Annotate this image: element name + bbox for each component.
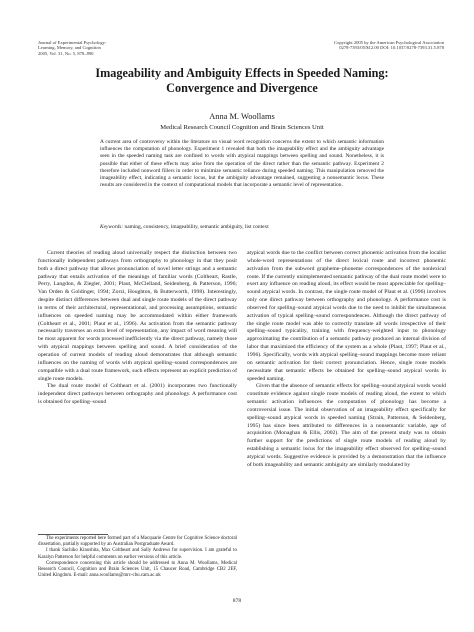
page-number: 878 [232,598,242,604]
body-paragraph: atypical words due to the conflict between correct phonemic activation from the localist whole-word representations of the direct lexical route and incorrect phonemic activation from the subword grapheme–phoneme correspondences of the nonlexical route. If the currently unimplemented semantic pathway of the dual route model were to exert any influence on reading aloud, its effect would be most appreciable for spelling–sound atypical words. In contrast, the single route model of Plaut et al. (1996) involves only one direct pathway between orthography and phonology. A performance cost is observed for spelling–sound atypical words due to the need to inhibit the simultaneous activation of typical spelling–sound correspondences. Although the direct pathway of the single route model was able to correctly translate all words irrespective of their spelling–sound typicality, training with frequency-weighted input to phonology approximating the contribution of a semantic pathway produced an internal division of labor that maximized the efficiency of the system as a whole (Plaut, 1997; Plaut et al., 1996). Specifically, words with atypical spelling–sound mappings become more reliant on semantic activation for their correct pronunciation. Hence, single route models necessitate that semantic effects be obtained for spelling–sound atypical words in speeded naming. [247,250,446,382]
journal-volume-line: 2005, Vol. 31, No. 5, 878–890 [38,50,94,56]
keywords [100,224,390,231]
footnote-divider [38,534,108,535]
footnote-paragraph: The experiments reported here formed part of a Macquarie Centre for Cognitive Science doctoral dissertation, partially supported by an Australian Postgraduate Award. [38,536,237,548]
author-affiliation: Medical Research Council Cognition and Brain Sciences Unit [160,124,324,131]
title-line-2: Convergence and Divergence [166,80,318,95]
abstract: A current area of controversy within the literature on visual word recognition concerns the extent to which semantic information influences the computation of phonology. Experiment 1 revealed that both the imageability effect and the ambiguity advantage seen in the speeded naming task are confined to words with atypical mappings between spelling and sound. Nonetheless, it is possible that either of these effects may arise from the operation of the direct rather than the semantic pathway. Experiment 2 therefore included nonword fillers in order to minimize semantic reliance during speeded naming. This manipulation removed the imageability effect, indicating a semantic locus, but the ambiguity advantage remained, suggesting a nonsemantic locus. These results are considered in the context of computational models that incorporate a semantic level of representation. [100,139,384,189]
body-paragraph: The dual route model of Coltheart et al. (2001) incorporates two functionally independent direct pathways between orthography and phonology. A performance cost is obtained for spelling–sound [38,383,237,406]
keywords-label: Keywords: [100,224,124,230]
copyright-header [244,40,444,51]
journal-name-line: Journal of Experimental Psychology: [38,40,107,45]
doi-line: 0278-7393/05/$12.00 DOI: 10.1037/0278-7393.31.5.878 [339,45,444,51]
keywords-text: naming, consistency, imageability, semantic ambiguity, list context [124,224,269,230]
body-column-left [38,250,237,407]
body-column-right [247,250,446,470]
journal-citation-header [38,40,238,56]
author-name: Anna M. Woollams [209,112,275,121]
title-line-1: Imageability and Ambiguity Effects in Speeded Naming: [95,66,389,80]
article-title [40,66,444,95]
author-notes [38,536,237,579]
footnote-paragraph: I thank Sachiko Kinoshita, Max Coltheart and Sally Andrews for supervision. I am grateful to Karalyn Patterson for helpful comments on earlier versions of this article. [38,548,237,560]
body-paragraph: Given that the absence of semantic effects for spelling–sound atypical words would constitute evidence against single route models of reading aloud, the extent to which semantic activation influences the computation of phonology has become a controversial issue. The initial observation of an imageability effect specifically for spelling–sound atypical words in speeded naming (Strain, Patterson, & Seidenberg, 1995) has since been attributed to differences in a nonsemantic variable, age of acquisition (Monaghan & Ellis, 2002). The aim of the present study was to obtain further support for the predictions of single route models of reading aloud by establishing a semantic locus for the imageability effect observed for spelling–sound atypical words. Suggestive evidence is provided by a demonstration that the influence of both imageability and semantic ambiguity are similarly modulated by [247,383,446,468]
journal-subtitle-line: Learning, Memory, and Cognition [38,45,101,51]
body-paragraph: Current theories of reading aloud universally respect the distinction between two functionally independent pathways from orthography to phonology in that they posit both a direct pathway that allows pronunciation of novel letter strings and a semantic pathway that entails activation of the meanings of familiar words (Coltheart, Rastle, Perry, Langdon, & Ziegler, 2001; Plaut, McClelland, Seidenberg, & Patterson, 1996; Van Orden & Goldinger, 1994; Zorzi, Houghton, & Butterworth, 1998). Interestingly, despite distinct differences between dual and single route models of the direct pathway in terms of their architectural, representational, and processing assumptions, semantic influences on speeded naming may be accommodated within either framework (Coltheart et al., 2001; Plaut et al., 1996). As activation from the semantic pathway necessarily traverses an extra level of representation, any impact of word meaning will be most apparent for words processed inefficiently via the direct pathway, namely those with atypical mappings between spelling and sound. A brief consideration of the operation of current models of reading aloud demonstrates that although semantic influences on the naming of words with atypical spelling–sound correspondences are compatible with a dual route framework, such effects represent an explicit prediction of single route models. [38,250,237,382]
footnote-paragraph: Correspondence concerning this article should be addressed to Anna M. Woollams, Medical Research Council, Cognition and Brain Sciences Unit, 15 Chaucer Road, Cambridge CB2 2EF, United Kingdom. E-mail: anna.woollams@mrc-cbu.cam.ac.uk [38,560,237,579]
copyright-line: Copyright 2005 by the American Psychological Association [334,40,444,45]
